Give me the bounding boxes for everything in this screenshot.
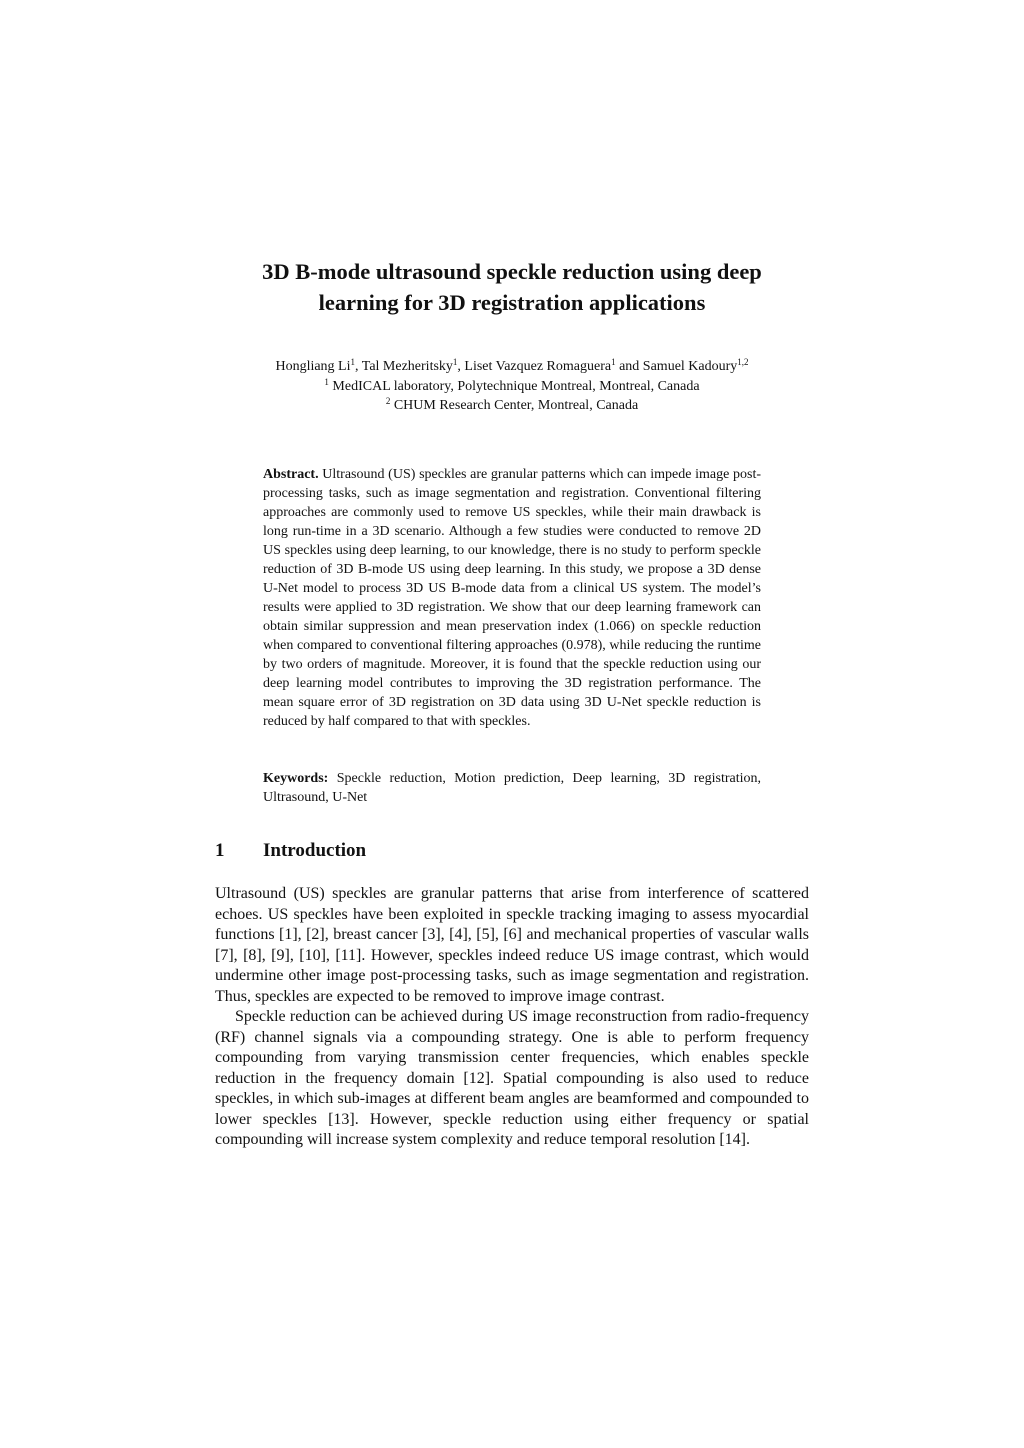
abstract-text: Ultrasound (US) speckles are granular patterns which can impede image post-processing tasks, such as image segmentation and registration. Conventional filtering approaches are commonly used to remove US speckles, while their main drawback is long run-time in a 3D scenario. Although a few studies were conducted to remove 2D US speckles using deep learning, to our knowledge, there is no study to perform speckle reduction of 3D B-mode US using deep learning. In this study, we propose a 3D dense U-Net model to process 3D US B-mode data from a clinical US system. The model’s results were applied to 3D registration. We show that our deep learning framework can obtain similar suppression and mean preservation index (1.066) on speckle reduction when compared to conventional filtering approaches (0.978), while reducing the runtime by two orders of magnitude. Moreover, it is found that the speckle reduction using our deep learning model contributes to improving the 3D registration performance. The mean square error of 3D registration on 3D data using 3D U-Net speckle reduction is reduced by half compared to that with speckles. xyxy=(263,467,761,729)
section-number: 1 xyxy=(215,840,225,861)
affiliation-2 xyxy=(150,396,874,416)
author-name: , Liset Vazquez Romaguera xyxy=(457,359,612,374)
author-name: , Tal Mezheritsky xyxy=(355,359,453,374)
section-title: Introduction xyxy=(263,840,367,861)
paper-title-line-1: 3D B-mode ultrasound speckle reduction using deep xyxy=(262,259,762,284)
abstract xyxy=(263,465,761,731)
author-affiliation-mark: 1 xyxy=(611,357,616,367)
paper-title-line-2: learning for 3D registration applications xyxy=(318,290,706,315)
affiliation-text: MedICAL laboratory, Polytechnique Montreal, Montreal, Canada xyxy=(328,378,700,394)
affiliation-1 xyxy=(150,377,874,397)
author-list xyxy=(150,357,874,377)
affiliation-text: CHUM Research Center, Montreal, Canada xyxy=(390,398,639,413)
author-name: and Samuel Kadoury xyxy=(615,359,738,374)
introduction-body xyxy=(215,884,809,1151)
keywords-text: Speckle reduction, Motion prediction, Deep learning, 3D registration, Ultrasound, U-Net xyxy=(263,771,761,805)
author-affiliation-mark: 1 xyxy=(452,357,458,367)
section-heading xyxy=(215,838,366,864)
body-paragraph: Ultrasound (US) speckles are granular patterns that arise from interference of scattered echoes. US speckles have been exploited in speckle tracking imaging to assess myocardial functions [1], [2], breast cancer [3], [4], [5], [6] and mechanical properties of vascular walls [7], [8], [9], [10], [11]. However, speckles indeed reduce US image contrast, which would undermine other image post-processing tasks, such as image segmentation and registration. Thus, speckles are expected to be removed to improve image contrast. xyxy=(215,885,809,1005)
author-block xyxy=(150,357,874,416)
keywords xyxy=(263,769,761,807)
author-affiliation-mark: 1,2 xyxy=(737,357,749,367)
author-affiliation-mark: 1 xyxy=(350,357,355,367)
affiliation-mark: 2 xyxy=(385,396,391,406)
body-paragraph: Speckle reduction can be achieved during US image reconstruction from radio-frequency (RF) channel signals via a compounding strategy. One is able to perform frequency compounding from varying transmission center frequencies, which enables speckle reduction in the frequency domain [12]. Spatial compounding is also used to reduce speckles, in which sub-images at different beam angles are beamformed and compounded to lower speckles [13]. However, speckle reduction using either frequency or spatial compounding will increase system complexity and reduce temporal resolution [14]. xyxy=(215,1008,809,1148)
abstract-label: Abstract. xyxy=(263,467,319,482)
affiliation-mark: 1 xyxy=(324,376,329,387)
author-name: Hongliang Li xyxy=(275,359,351,374)
keywords-label: Keywords: xyxy=(263,771,329,786)
paper-title xyxy=(150,256,874,318)
